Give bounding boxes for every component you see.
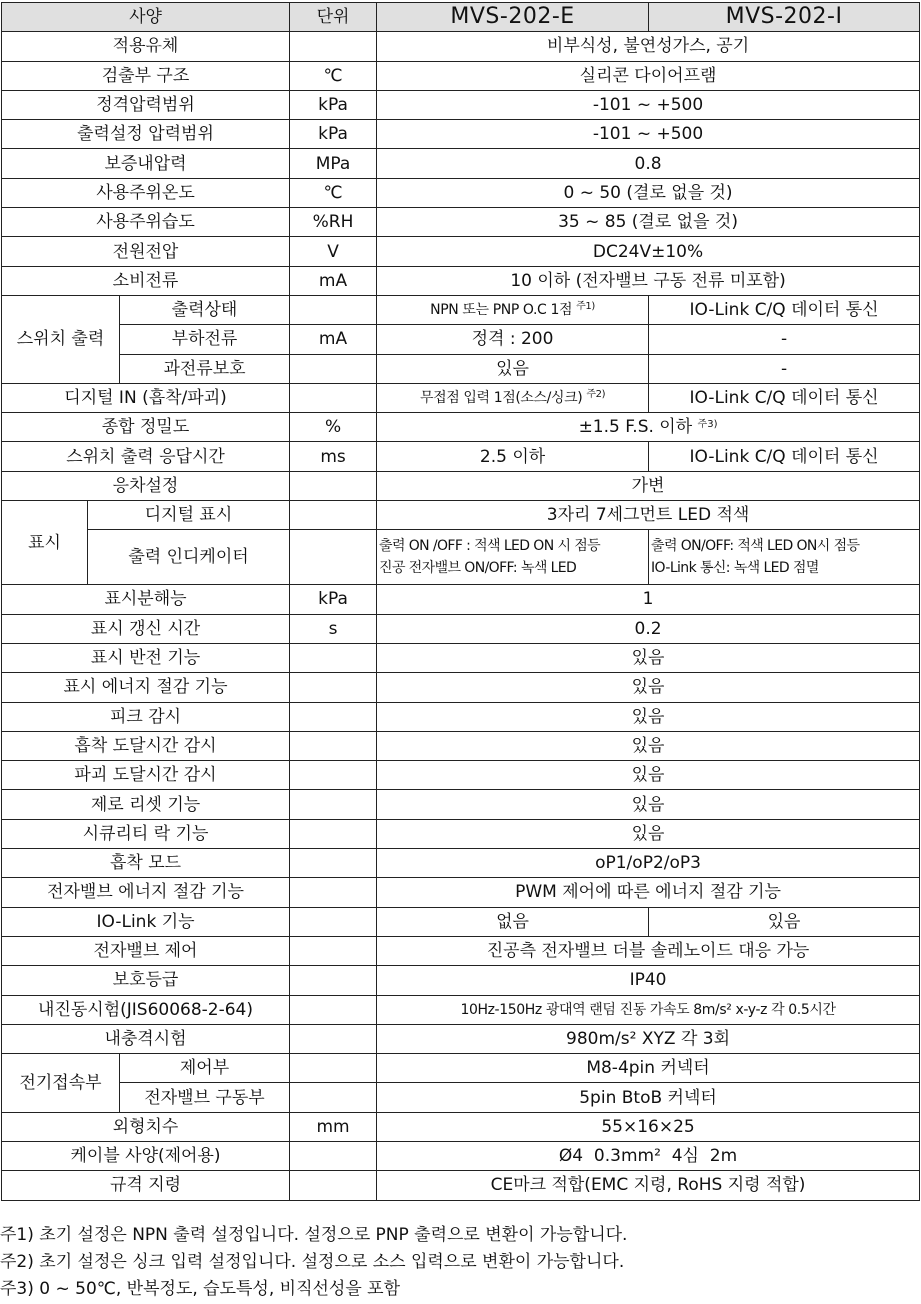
row-unit bbox=[290, 936, 377, 965]
table-row bbox=[2, 585, 920, 614]
row-value: 0 ~ 50 (결로 없을 것) bbox=[377, 178, 920, 207]
row-value: 55×16×25 bbox=[377, 1112, 920, 1141]
row-label: 전자밸브 구동부 bbox=[120, 1083, 290, 1112]
row-value: 있음 bbox=[377, 643, 920, 672]
group-label-connector: 전기접속부 bbox=[2, 1054, 120, 1113]
row-value-i: - bbox=[649, 325, 920, 354]
row-label: 사용주위습도 bbox=[2, 208, 290, 237]
row-value-i: IO-Link C/Q 데이터 통신 bbox=[649, 383, 920, 412]
row-value: 35 ~ 85 (결로 없을 것) bbox=[377, 208, 920, 237]
row-value: 980m/s² XYZ 각 3회 bbox=[377, 1024, 920, 1053]
table-row bbox=[2, 1141, 920, 1170]
row-value: IP40 bbox=[377, 966, 920, 995]
row-unit bbox=[290, 643, 377, 672]
table-row bbox=[2, 819, 920, 848]
table-row bbox=[2, 471, 920, 500]
row-unit bbox=[290, 383, 377, 412]
table-row bbox=[2, 530, 920, 585]
row-value: 가변 bbox=[377, 471, 920, 500]
row-unit bbox=[290, 295, 377, 324]
row-label: 제로 리셋 기능 bbox=[2, 790, 290, 819]
row-unit bbox=[290, 995, 377, 1024]
table-row bbox=[2, 936, 920, 965]
row-value: 있음 bbox=[377, 702, 920, 731]
table-row bbox=[2, 1024, 920, 1053]
row-value-e: 정격 : 200 bbox=[377, 325, 649, 354]
row-label: 소비전류 bbox=[2, 266, 290, 295]
row-label: 파괴 도달시간 감시 bbox=[2, 761, 290, 790]
row-label: 표시분해능 bbox=[2, 585, 290, 614]
row-value: oP1/oP2/oP3 bbox=[377, 849, 920, 878]
table-row bbox=[2, 354, 920, 383]
row-unit: kPa bbox=[290, 585, 377, 614]
row-label: 표시 반전 기능 bbox=[2, 643, 290, 672]
row-unit bbox=[290, 501, 377, 530]
footnote-mark: 주1) bbox=[576, 301, 595, 313]
row-value-i: IO-Link C/Q 데이터 통신 bbox=[649, 295, 920, 324]
row-unit bbox=[290, 907, 377, 936]
row-value: 있음 bbox=[377, 819, 920, 848]
row-unit: mA bbox=[290, 325, 377, 354]
row-label: 검출부 구조 bbox=[2, 61, 290, 90]
row-label: 전자밸브 에너지 절감 기능 bbox=[2, 878, 290, 907]
table-row bbox=[2, 849, 920, 878]
table-row bbox=[2, 178, 920, 207]
table-row bbox=[2, 325, 920, 354]
row-label: 전자밸브 제어 bbox=[2, 936, 290, 965]
table-row bbox=[2, 907, 920, 936]
row-value: 10 이하 (전자밸브 구동 전류 미포함) bbox=[377, 266, 920, 295]
row-label: IO-Link 기능 bbox=[2, 907, 290, 936]
table-row bbox=[2, 501, 920, 530]
table-row bbox=[2, 120, 920, 149]
row-unit bbox=[290, 1171, 377, 1200]
table-row bbox=[2, 966, 920, 995]
table-row bbox=[2, 1171, 920, 1200]
row-label: 표시 갱신 시간 bbox=[2, 614, 290, 643]
row-unit bbox=[290, 790, 377, 819]
row-unit: kPa bbox=[290, 120, 377, 149]
row-value-e: 무접점 입력 1점(소스/싱크) $^{주2)}$ bbox=[377, 383, 649, 412]
row-value-e: 2.5 이하 bbox=[377, 442, 649, 471]
row-value-i: IO-Link C/Q 데이터 통신 bbox=[649, 442, 920, 471]
row-unit bbox=[290, 1054, 377, 1083]
footnote-3: 주3) 0 ~ 50℃, 반복정도, 습도특성, 비직선성을 포함 bbox=[0, 1279, 401, 1299]
row-value: 비부식성, 불연성가스, 공기 bbox=[377, 32, 920, 61]
row-unit bbox=[290, 1141, 377, 1170]
row-unit bbox=[290, 1083, 377, 1112]
row-unit: mm bbox=[290, 1112, 377, 1141]
row-label: 디지털 표시 bbox=[88, 501, 290, 530]
row-value: 있음 bbox=[377, 761, 920, 790]
row-value: 1 bbox=[377, 585, 920, 614]
row-value: 실리콘 다이어프램 bbox=[377, 61, 920, 90]
row-unit: ms bbox=[290, 442, 377, 471]
row-value: 10Hz-150Hz 광대역 랜덤 진동 가속도 8m/s² x-y-z 각 0.5시간 bbox=[377, 995, 920, 1024]
row-value: 5pin BtoB 커넥터 bbox=[377, 1083, 920, 1112]
header-model-i: MVS-202-I bbox=[649, 3, 920, 32]
row-value-i: 있음 bbox=[649, 907, 920, 936]
row-label: 응차설정 bbox=[2, 471, 290, 500]
table-row bbox=[2, 295, 920, 324]
header-unit: 단위 bbox=[290, 3, 377, 32]
row-value: CE마크 적합(EMC 지령, RoHS 지령 적합) bbox=[377, 1171, 920, 1200]
row-label: 출력설정 압력범위 bbox=[2, 120, 290, 149]
row-label: 전원전압 bbox=[2, 237, 290, 266]
table-row bbox=[2, 1083, 920, 1112]
table-row bbox=[2, 1054, 920, 1083]
row-value: 3자리 7세그먼트 LED 적색 bbox=[377, 501, 920, 530]
row-label: 흡착 모드 bbox=[2, 849, 290, 878]
table-row bbox=[2, 237, 920, 266]
table-row bbox=[2, 731, 920, 760]
row-value: PWM 제어에 따른 에너지 절감 기능 bbox=[377, 878, 920, 907]
row-unit bbox=[290, 1024, 377, 1053]
row-unit bbox=[290, 673, 377, 702]
table-row bbox=[2, 208, 920, 237]
table-row bbox=[2, 383, 920, 412]
row-label: 흡착 도달시간 감시 bbox=[2, 731, 290, 760]
row-unit bbox=[290, 530, 377, 585]
row-value-e: 있음 bbox=[377, 354, 649, 383]
row-unit bbox=[290, 471, 377, 500]
row-value-i: - bbox=[649, 354, 920, 383]
row-value-i: 출력 ON/OFF: 적색 LED ON시 점등 IO-Link 통신: 녹색 LED 점멸 bbox=[649, 530, 920, 585]
row-value: Ø4 0.3mm² 4심 2m bbox=[377, 1141, 920, 1170]
table-row bbox=[2, 673, 920, 702]
table-row bbox=[2, 90, 920, 119]
header-spec: 사양 bbox=[2, 3, 290, 32]
row-unit bbox=[290, 354, 377, 383]
table-row bbox=[2, 878, 920, 907]
row-label: 제어부 bbox=[120, 1054, 290, 1083]
row-label: 적용유체 bbox=[2, 32, 290, 61]
row-unit bbox=[290, 819, 377, 848]
row-label: 내충격시험 bbox=[2, 1024, 290, 1053]
row-unit bbox=[290, 731, 377, 760]
row-value-e: 없음 bbox=[377, 907, 649, 936]
row-value: 있음 bbox=[377, 673, 920, 702]
header-row bbox=[2, 3, 920, 32]
row-unit: kPa bbox=[290, 90, 377, 119]
row-unit bbox=[290, 32, 377, 61]
row-unit: ℃ bbox=[290, 61, 377, 90]
row-unit: MPa bbox=[290, 149, 377, 178]
row-label: 디지털 IN (흡착/파괴) bbox=[2, 383, 290, 412]
row-value: 0.2 bbox=[377, 614, 920, 643]
row-label: 시큐리티 락 기능 bbox=[2, 819, 290, 848]
row-value: ±1.5 F.S. 이하 $^{주3)}$ bbox=[377, 413, 920, 442]
row-value: M8-4pin 커넥터 bbox=[377, 1054, 920, 1083]
row-label: 보증내압력 bbox=[2, 149, 290, 178]
row-value: 0.8 bbox=[377, 149, 920, 178]
table-row bbox=[2, 702, 920, 731]
row-label: 내진동시험(JIS60068-2-64) bbox=[2, 995, 290, 1024]
row-unit: mA bbox=[290, 266, 377, 295]
group-label-display: 표시 bbox=[2, 501, 88, 585]
table-row bbox=[2, 32, 920, 61]
table-row bbox=[2, 149, 920, 178]
footnote-mark: 주3) bbox=[697, 419, 718, 431]
table-row bbox=[2, 61, 920, 90]
header-model-e: MVS-202-E bbox=[377, 3, 649, 32]
table-row bbox=[2, 1112, 920, 1141]
row-label: 정격압력범위 bbox=[2, 90, 290, 119]
row-value: 있음 bbox=[377, 731, 920, 760]
table-row bbox=[2, 995, 920, 1024]
table-row bbox=[2, 790, 920, 819]
footnote-2: 주2) 초기 설정은 싱크 입력 설정입니다. 설정으로 소스 입력으로 변환이 가능합니다. bbox=[0, 1252, 625, 1272]
row-label: 부하전류 bbox=[120, 325, 290, 354]
table-row bbox=[2, 614, 920, 643]
row-unit bbox=[290, 878, 377, 907]
footnote-1: 주1) 초기 설정은 NPN 출력 설정입니다. 설정으로 PNP 출력으로 변환이 가능합니다. bbox=[0, 1225, 628, 1245]
table-row bbox=[2, 413, 920, 442]
row-label: 보호등급 bbox=[2, 966, 290, 995]
group-label-switch: 스위치 출력 bbox=[2, 295, 120, 383]
row-label: 외형치수 bbox=[2, 1112, 290, 1141]
row-label: 종합 정밀도 bbox=[2, 413, 290, 442]
row-label: 스위치 출력 응답시간 bbox=[2, 442, 290, 471]
table-row bbox=[2, 266, 920, 295]
row-unit: % bbox=[290, 413, 377, 442]
row-label: 과전류보호 bbox=[120, 354, 290, 383]
row-label: 사용주위온도 bbox=[2, 178, 290, 207]
row-value: 있음 bbox=[377, 790, 920, 819]
row-value-e: 출력 ON /OFF : 적색 LED ON 시 점등 진공 전자밸브 ON/OFF: 녹색 LED bbox=[377, 530, 649, 585]
footnote-mark: 주2) bbox=[586, 389, 606, 400]
footnotes bbox=[0, 1222, 921, 1303]
row-label: 케이블 사양(제어용) bbox=[2, 1141, 290, 1170]
row-label: 출력상태 bbox=[120, 295, 290, 324]
row-unit bbox=[290, 849, 377, 878]
spec-table bbox=[1, 2, 920, 1201]
row-unit bbox=[290, 702, 377, 731]
table-row bbox=[2, 761, 920, 790]
row-unit: V bbox=[290, 237, 377, 266]
row-label: 규격 지령 bbox=[2, 1171, 290, 1200]
row-unit: s bbox=[290, 614, 377, 643]
row-unit: %RH bbox=[290, 208, 377, 237]
row-value: -101 ~ +500 bbox=[377, 90, 920, 119]
row-value: -101 ~ +500 bbox=[377, 120, 920, 149]
table-row bbox=[2, 643, 920, 672]
table-row bbox=[2, 442, 920, 471]
row-unit bbox=[290, 761, 377, 790]
row-unit bbox=[290, 966, 377, 995]
row-label: 출력 인디케이터 bbox=[88, 530, 290, 585]
row-value: DC24V±10% bbox=[377, 237, 920, 266]
row-unit: ℃ bbox=[290, 178, 377, 207]
row-value-e: NPN 또는 PNP O.C 1점 $^{주1)}$ bbox=[377, 295, 649, 324]
row-label: 피크 감시 bbox=[2, 702, 290, 731]
row-label: 표시 에너지 절감 기능 bbox=[2, 673, 290, 702]
row-value: 진공측 전자밸브 더블 솔레노이드 대응 가능 bbox=[377, 936, 920, 965]
